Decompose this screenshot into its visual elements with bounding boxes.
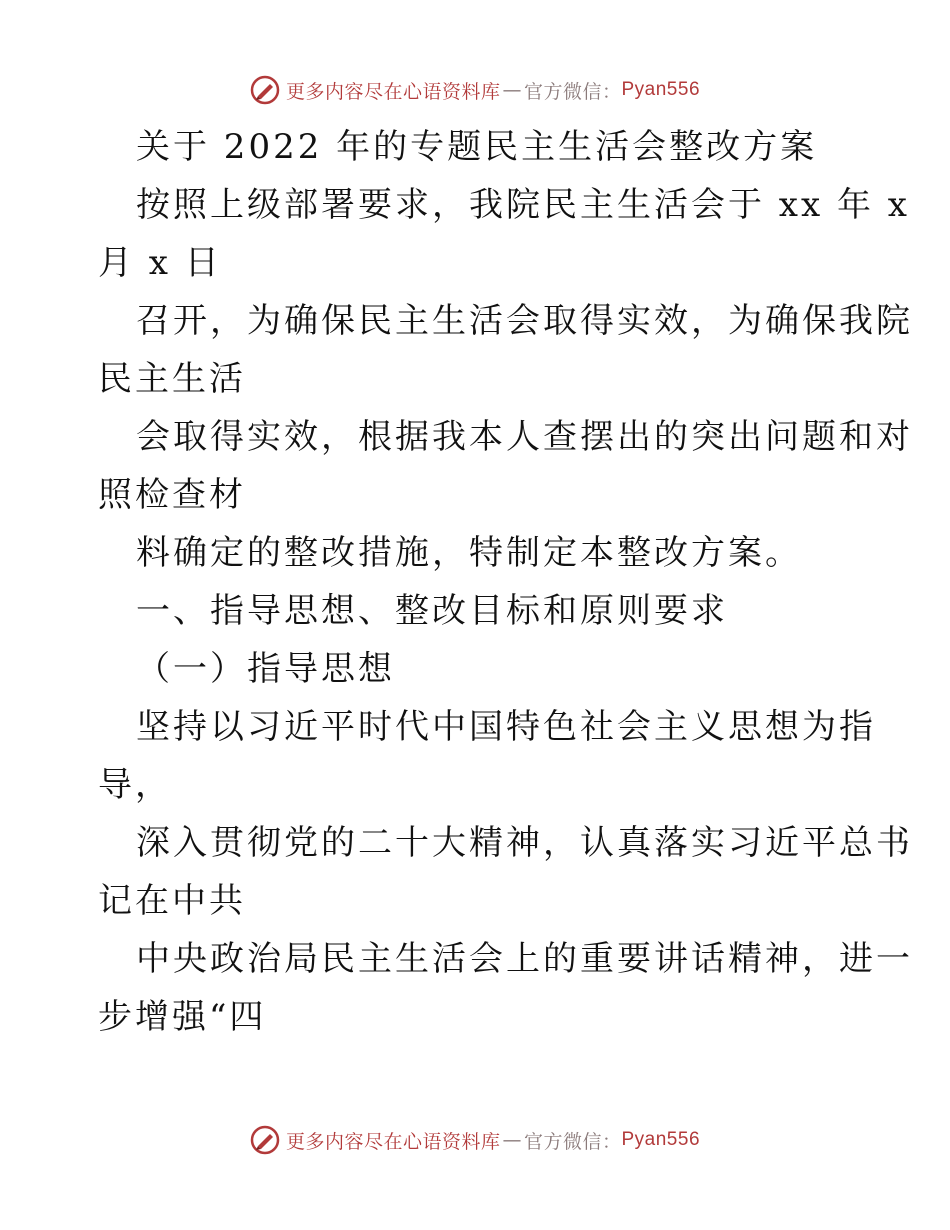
watermark-sub-text: 官方微信： bbox=[523, 80, 622, 103]
paragraph-line: 民主生活 bbox=[98, 359, 246, 399]
watermark-main-text: 更多内容尽在心语资料库 bbox=[285, 1130, 501, 1153]
paragraph-line: 按照上级部署要求，我院民主生活会于 xx 年 x bbox=[136, 185, 910, 225]
watermark-dash: — bbox=[502, 79, 522, 101]
watermark-wechat-id: Pyan556 bbox=[621, 1129, 701, 1150]
subsection-heading: （一）指导思想 bbox=[136, 649, 395, 689]
pen-logo-icon bbox=[250, 1125, 280, 1155]
paragraph-line: 料确定的整改措施，特制定本整改方案。 bbox=[136, 533, 802, 573]
paragraph-line: 照检查材 bbox=[98, 475, 246, 515]
paragraph-line: 记在中共 bbox=[98, 881, 246, 921]
paragraph-line: 坚持以习近平时代中国特色社会主义思想为指 bbox=[136, 707, 876, 747]
paragraph-line: 召开，为确保民主生活会取得实效，为确保我院 bbox=[136, 301, 913, 341]
paragraph-line: 月 x 日 bbox=[98, 243, 222, 283]
footer-watermark bbox=[0, 1120, 950, 1160]
watermark-main-text: 更多内容尽在心语资料库 bbox=[285, 80, 501, 103]
pen-logo-icon bbox=[250, 75, 280, 105]
paragraph-line: 会取得实效，根据我本人查摆出的突出问题和对 bbox=[136, 417, 913, 457]
watermark-dash: — bbox=[502, 1129, 522, 1151]
paragraph-line: 中央政治局民主生活会上的重要讲话精神，进一 bbox=[136, 939, 913, 979]
paragraph-line: 步增强“四 bbox=[98, 997, 267, 1037]
section-heading: 一、指导思想、整改目标和原则要求 bbox=[136, 591, 728, 631]
document-body bbox=[98, 118, 913, 1046]
watermark-wechat-id: Pyan556 bbox=[621, 79, 701, 100]
paragraph-line: 导， bbox=[98, 765, 172, 805]
header-watermark bbox=[0, 70, 950, 110]
watermark-sub-text: 官方微信： bbox=[523, 1130, 622, 1153]
document-title: 关于 2022 年的专题民主生活会整改方案 bbox=[136, 127, 818, 167]
paragraph-line: 深入贯彻党的二十大精神，认真落实习近平总书 bbox=[136, 823, 913, 863]
